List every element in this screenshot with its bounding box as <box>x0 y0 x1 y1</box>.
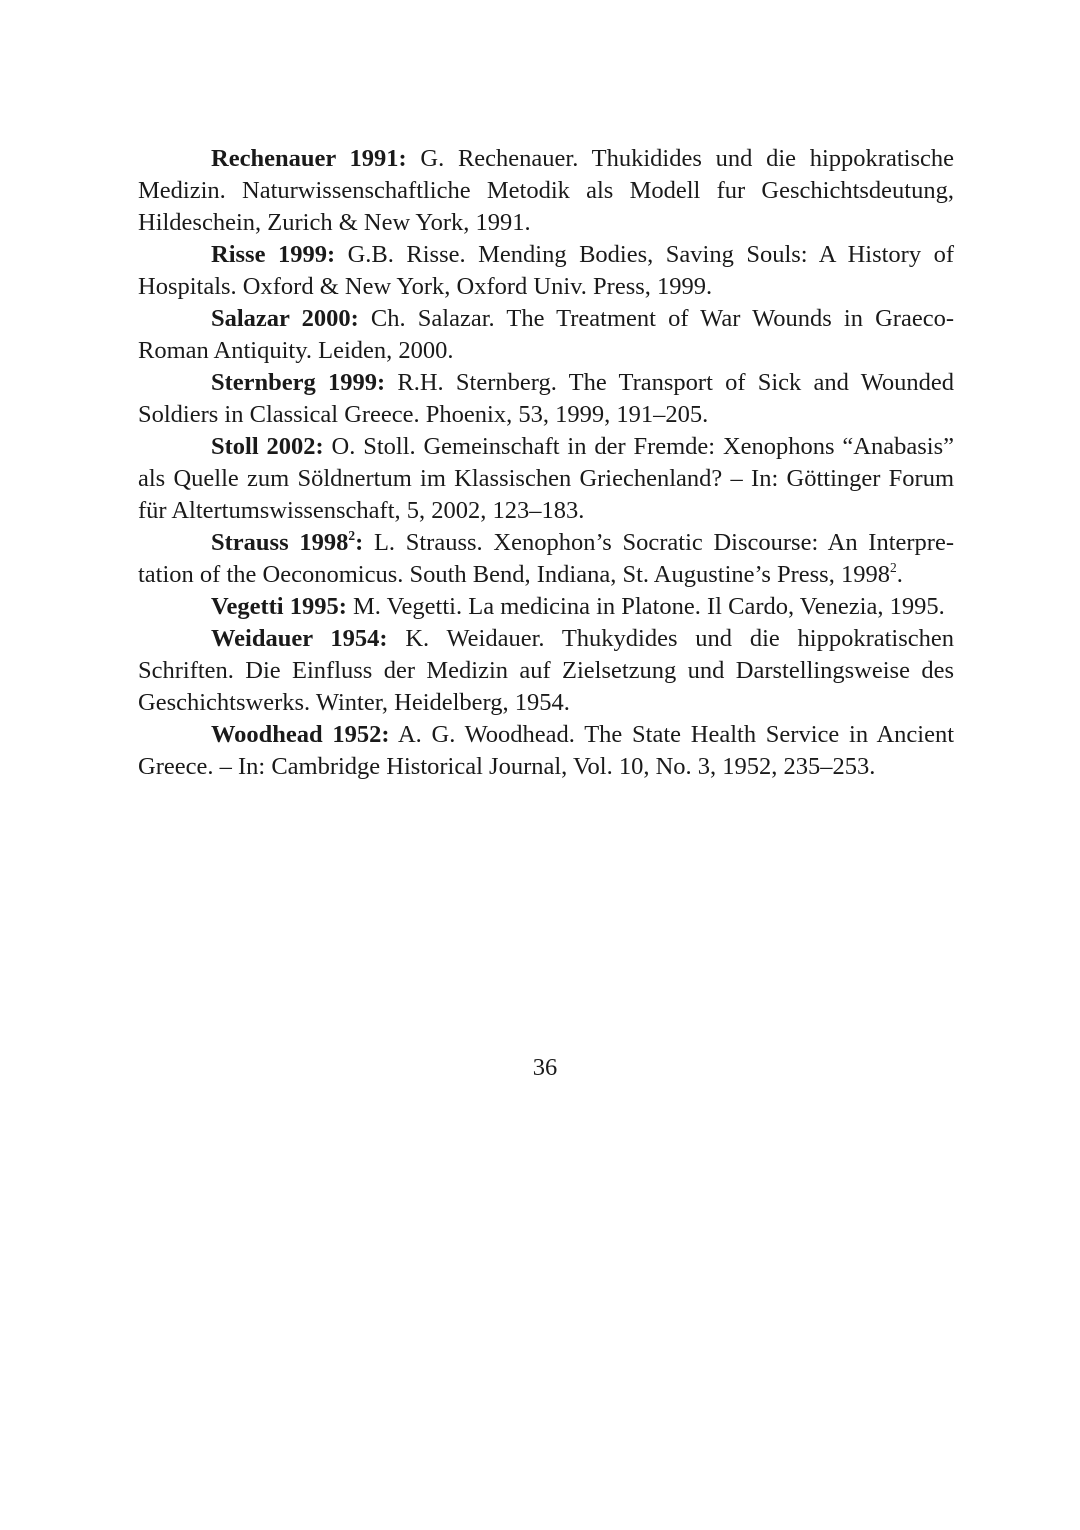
entry-key: Vegetti 1995: <box>211 593 347 620</box>
entry-text: A. G. Woodhead. The State Health Service in Ancient Greece. – In: Cambridge Historical Journal, Vol. 10, No. 3, 1952, 235–253. <box>138 721 955 780</box>
bibliography-entry <box>138 719 954 783</box>
entry-text: L. Strauss. Xenophon’s Socratic Discourse: An Interpretation of the Oeconomicus. South Bend, Indiana, St. Augustine’s Press, 1998 <box>138 529 954 588</box>
entry-text: G. Rechenauer. Thukidides und die hippokratische Medizin. Naturwissenschaftliche Metodik als Modell fur Geschichtsdeutung, Hildeschein, Zurich & New York, 1991. <box>138 145 954 236</box>
entry-key: Rechenauer 1991: <box>211 145 407 172</box>
entry-text: M. Vegetti. La medicina in Platone. Il Cardo, Venezia, 1995. <box>346 593 945 620</box>
entry-key: Salazar 2000: <box>211 305 359 332</box>
bibliography-entry <box>138 367 954 431</box>
entry-text: O. Stoll. Gemeinschaft in der Fremde: Xenophons “Anabasis” als Quelle zum Söldnertum im Klassischen Griechenland? – In: Göttinger Forum für Altertumswissenschaft, 5, 2002, 123–183. <box>138 433 954 524</box>
entry-key-colon: : <box>355 529 364 556</box>
entry-key: Woodhead 1952: <box>211 721 390 748</box>
bibliography-entry <box>138 143 954 239</box>
entry-key: Sternberg 1999: <box>211 369 386 396</box>
entry-key-text: Strauss 1998 <box>211 529 349 556</box>
bibliography-entry <box>138 591 954 623</box>
entry-key: Weidauer 1954: <box>211 625 388 652</box>
entry-text: K. Weidauer. Thukydides und die hippokratischen Schriften. Die Einfluss der Medizin auf Zielsetzung und Darstellingsweise des Geschichtswerks. Winter, Heidelberg, 1954. <box>138 625 955 716</box>
entry-text: R.H. Sternberg. The Transport of Sick and Wounded Soldiers in Classical Greece. Phoenix, 53, 1999, 191–205. <box>138 369 954 428</box>
entry-text: G.B. Risse. Mending Bodies, Saving Souls: A History of Hospitals. Oxford & New York, Oxford Univ. Press, 1999. <box>138 241 954 300</box>
entry-text: Ch. Salazar. The Treatment of War Wounds in Graeco-Roman Antiquity. Leiden, 2000. <box>138 305 954 364</box>
edition-superscript: 2 <box>348 527 356 543</box>
bibliography-entry <box>138 431 954 527</box>
entry-key: Risse 1999: <box>211 241 336 268</box>
entry-key <box>211 529 363 556</box>
entry-text-end: . <box>896 561 903 588</box>
bibliography-entry <box>138 623 954 719</box>
bibliography-entry <box>138 239 954 303</box>
page-number: 36 <box>532 1054 558 1081</box>
bibliography-entry <box>138 527 954 591</box>
bibliography-entry <box>138 303 954 367</box>
bibliography-list <box>138 143 954 783</box>
edition-superscript: 2 <box>889 559 897 575</box>
entry-key: Stoll 2002: <box>211 433 324 460</box>
